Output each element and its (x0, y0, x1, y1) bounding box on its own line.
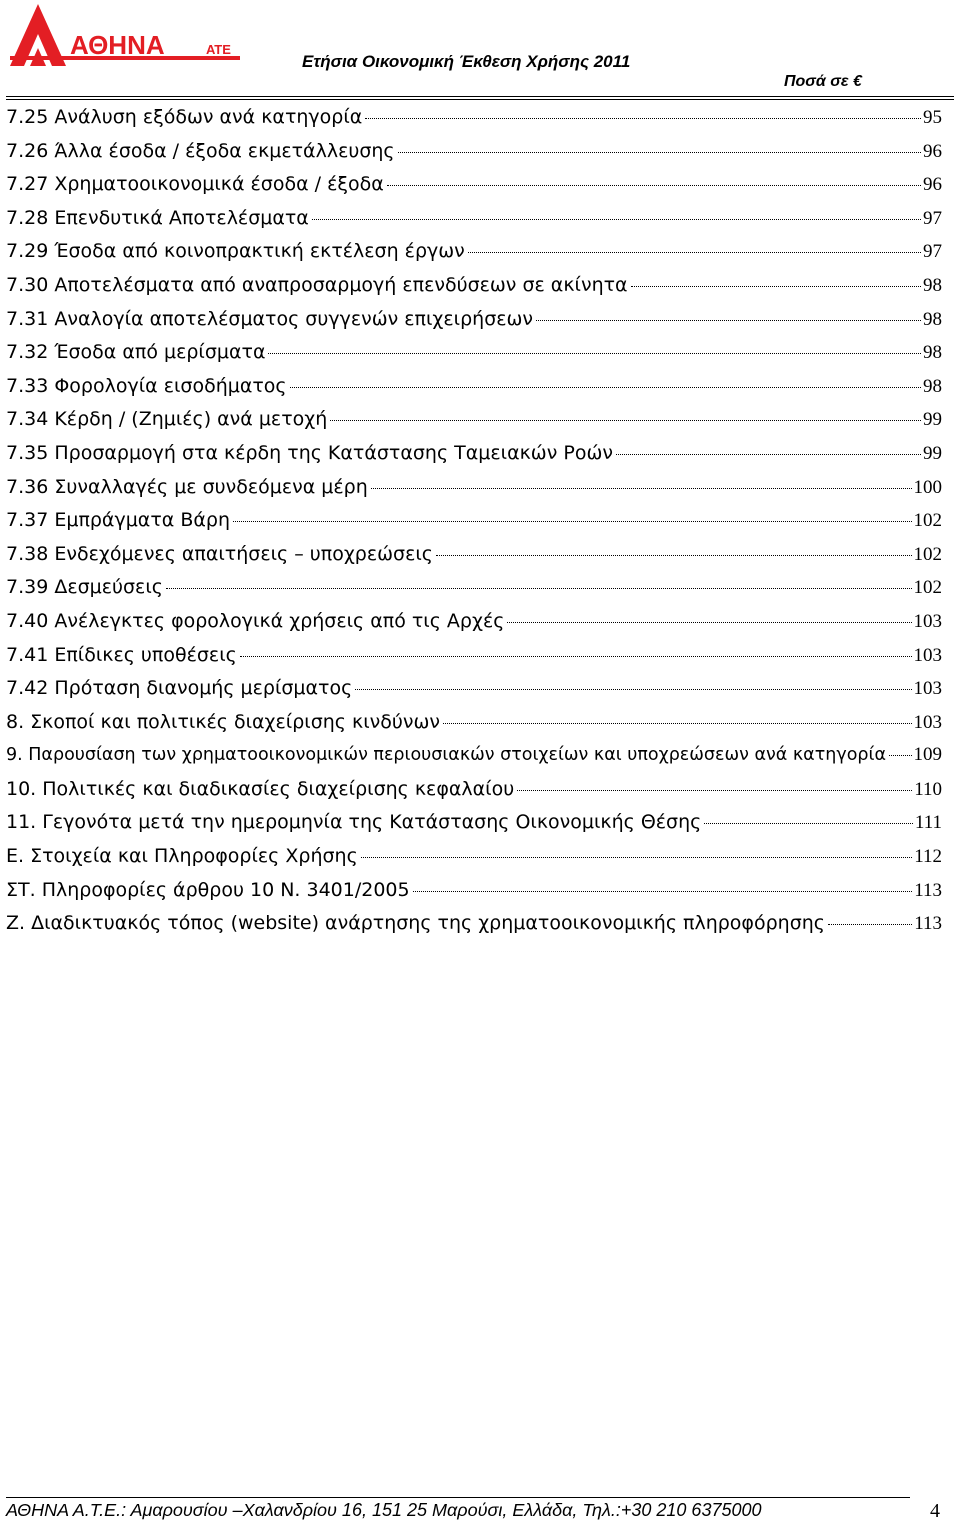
toc-entry[interactable] (6, 543, 942, 577)
toc-dot-leader (413, 891, 913, 892)
toc-dot-leader (631, 286, 921, 287)
logo-text: ΑΘΗΝΑ (70, 30, 165, 60)
toc-entry-label[interactable]: 8. Σκοποί και πολιτικές διαχείρισης κινδύνων (6, 710, 440, 733)
toc-entry-label[interactable]: 7.28 Επενδυτικά Αποτελέσματα (6, 206, 309, 229)
toc-entry[interactable] (6, 408, 942, 442)
toc-entry-label[interactable]: 7.38 Ενδεχόμενες απαιτήσεις – υποχρεώσεις (6, 542, 433, 565)
toc-entry-label[interactable]: 7.26 Άλλα έσοδα / έξοδα εκμετάλλευσης (6, 139, 395, 162)
toc-entry-page[interactable]: 103 (913, 610, 942, 632)
toc-dot-leader (889, 755, 912, 756)
toc-dot-leader (312, 219, 921, 220)
toc-entry[interactable] (6, 207, 942, 241)
toc-entry[interactable] (6, 912, 942, 946)
toc-entry-page[interactable]: 96 (923, 174, 942, 196)
toc-entry-label[interactable]: 7.25 Ανάλυση εξόδων ανά κατηγορία (6, 106, 363, 128)
toc-entry[interactable] (6, 274, 942, 308)
toc-entry-label[interactable]: 7.41 Επίδικες υποθέσεις (6, 643, 237, 666)
toc-entry[interactable] (6, 240, 942, 274)
toc-dot-leader (616, 454, 921, 455)
athena-logo-icon (10, 4, 242, 70)
toc-dot-leader (268, 353, 921, 354)
toc-entry-page[interactable]: 103 (913, 644, 942, 666)
toc-dot-leader (330, 420, 921, 421)
toc-entry-page[interactable]: 98 (923, 342, 942, 364)
toc-entry-page[interactable]: 98 (923, 274, 942, 296)
toc-entry[interactable] (6, 442, 942, 476)
toc-entry-page[interactable]: 98 (923, 308, 942, 330)
toc-dot-leader (240, 656, 912, 657)
toc-dot-leader (398, 152, 921, 153)
toc-entry-page[interactable]: 109 (913, 744, 942, 766)
toc-dot-leader (828, 924, 912, 925)
header-divider (6, 96, 954, 97)
toc-entry-label[interactable]: ΣΤ. Πληροφορίες άρθρου 10 Ν. 3401/2005 (6, 878, 410, 901)
toc-entry-label[interactable]: 11. Γεγονότα μετά την ημερομηνία της Κατάστασης Οικονομικής Θέσης (6, 811, 702, 834)
toc-entry-page[interactable]: 113 (914, 913, 942, 935)
toc-entry[interactable] (6, 811, 942, 845)
toc-entry[interactable] (6, 140, 942, 174)
toc-entry-page[interactable]: 96 (923, 140, 942, 162)
toc-dot-leader (387, 185, 921, 186)
toc-entry[interactable] (6, 308, 942, 342)
toc-entry[interactable] (6, 375, 942, 409)
toc-dot-leader (536, 320, 921, 321)
toc-dot-leader (507, 622, 911, 623)
toc-entry-page[interactable]: 112 (914, 846, 942, 868)
currency-unit: Ποσά σε € (784, 73, 862, 90)
footer-address: ΑΘΗΝΑ Α.Τ.Ε.: Αμαρουσίου –Χαλανδρίου 16, 151 25 Μαρούσι, Ελλάδα, Τηλ.:+30 210 6375000 (6, 1500, 762, 1520)
toc-dot-leader (355, 689, 911, 690)
toc-entry[interactable] (6, 879, 942, 913)
toc-dot-leader (468, 252, 921, 253)
toc-entry-page[interactable]: 100 (913, 476, 942, 498)
toc-entry[interactable] (6, 845, 942, 879)
toc-dot-leader (436, 555, 912, 556)
toc-entry[interactable] (6, 677, 942, 711)
toc-entry-label[interactable]: Ζ. Διαδικτυακός τόπος (website) ανάρτησης της χρηματοοικονομικής πληροφόρησης (6, 912, 825, 935)
toc-entry-page[interactable]: 102 (913, 577, 942, 599)
page-number: 4 (930, 1500, 940, 1522)
toc-entry[interactable] (6, 509, 942, 543)
toc-entry-label[interactable]: 7.36 Συναλλαγές με συνδεόμενα μέρη (6, 475, 368, 498)
toc-entry-page[interactable]: 103 (913, 678, 942, 700)
toc-entry-label[interactable]: Ε. Στοιχεία και Πληροφορίες Χρήσης (6, 845, 358, 868)
toc-entry-page[interactable]: 113 (914, 879, 942, 901)
toc-entry-label[interactable]: 7.34 Κέρδη / (Ζημιές) ανά μετοχή (6, 408, 328, 431)
toc-entry-label[interactable]: 7.29 Έσοδα από κοινοπρακτική εκτέλεση έργων (6, 240, 465, 263)
toc-entry[interactable] (6, 576, 942, 610)
toc-entry-page[interactable]: 97 (923, 241, 942, 263)
toc-dot-leader (443, 723, 912, 724)
toc-entry[interactable] (6, 106, 942, 140)
toc-dot-leader (517, 790, 912, 791)
toc-entry-label[interactable]: 7.37 Εμπράγματα Βάρη (6, 509, 230, 532)
toc-entry-label[interactable]: 7.32 Έσοδα από μερίσματα (6, 341, 266, 364)
header-divider-2 (6, 99, 954, 100)
toc-entry[interactable] (6, 744, 942, 778)
report-title: Ετήσια Οικονομική Έκθεση Χρήσης 2011 (302, 52, 631, 71)
toc-dot-leader (361, 857, 912, 858)
toc-entry[interactable] (6, 711, 942, 745)
toc-dot-leader (233, 521, 912, 522)
toc-entry[interactable] (6, 173, 942, 207)
toc-entry-page[interactable]: 98 (923, 375, 942, 397)
toc-entry-page[interactable]: 110 (914, 778, 942, 800)
toc-entry[interactable] (6, 610, 942, 644)
logo-suffix: ΑΤΕ (206, 42, 231, 57)
footer-divider (6, 1497, 910, 1498)
toc-dot-leader (166, 588, 912, 589)
toc-entry[interactable] (6, 644, 942, 678)
toc-entry[interactable] (6, 341, 942, 375)
toc-entry-page[interactable]: 97 (923, 207, 942, 229)
toc-entry-page[interactable]: 103 (913, 711, 942, 733)
toc-entry[interactable] (6, 778, 942, 812)
toc-entry-label[interactable]: 7.42 Πρόταση διανομής μερίσματος (6, 677, 353, 700)
toc-entry-label[interactable]: 7.33 Φορολογία εισοδήματος (6, 374, 287, 397)
toc-entry-page[interactable]: 102 (913, 543, 942, 565)
toc-dot-leader (704, 823, 913, 824)
toc-entry-page[interactable]: 99 (923, 409, 942, 431)
toc-entry-label[interactable]: 7.27 Χρηματοοικονομικά έσοδα / έξοδα (6, 173, 384, 196)
table-of-contents (6, 106, 942, 946)
toc-dot-leader (290, 387, 921, 388)
toc-dot-leader (371, 488, 912, 489)
toc-entry-page[interactable]: 111 (914, 812, 942, 834)
toc-entry-label[interactable]: 7.30 Αποτελέσματα από αναπροσαρμογή επενδύσεων σε ακίνητα (6, 273, 628, 296)
company-logo (10, 4, 242, 70)
toc-dot-leader (365, 118, 921, 119)
toc-entry-label[interactable]: 7.39 Δεσμεύσεις (6, 576, 163, 599)
toc-entry-label[interactable]: 10. Πολιτικές και διαδικασίες διαχείρισης κεφαλαίου (6, 777, 515, 800)
toc-entry-page[interactable]: 99 (923, 442, 942, 464)
toc-entry-page[interactable]: 95 (923, 107, 942, 128)
toc-entry[interactable] (6, 476, 942, 510)
toc-entry-page[interactable]: 102 (913, 510, 942, 532)
toc-entry-label[interactable]: 7.40 Ανέλεγκτες φορολογικά χρήσεις από τις Αρχές (6, 609, 505, 632)
toc-entry-label[interactable]: 9. Παρουσίαση των χρηματοοικονομικών περιουσιακών στοιχείων και υποχρεώσεων ανά κατηγορία (6, 745, 886, 766)
toc-entry-label[interactable]: 7.35 Προσαρμογή στα κέρδη της Κατάστασης Ταμειακών Ροών (6, 441, 613, 464)
toc-entry-label[interactable]: 7.31 Αναλογία αποτελέσματος συγγενών επιχειρήσεων (6, 307, 534, 330)
